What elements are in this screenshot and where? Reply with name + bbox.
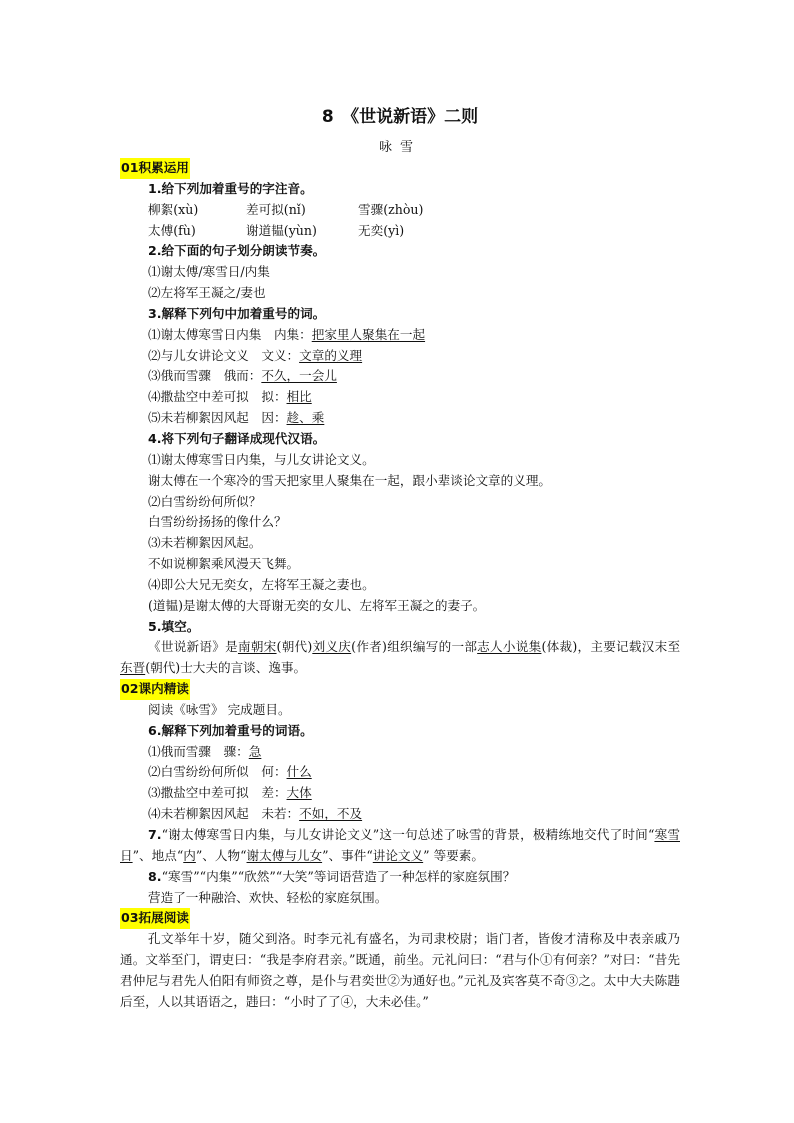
answer-underlined: 不久，一会儿	[261, 368, 337, 384]
answer-underlined: 不如，不及	[299, 806, 363, 822]
q3-item: ⑷撒盐空中差可拟 拟：相比	[148, 389, 312, 405]
q6-item: ⑴俄而雪骤 骤：急	[148, 743, 262, 759]
answer-underlined: 把家里人聚集在一起	[311, 326, 426, 342]
q3-item: ⑵与儿女讲论文义 文义：文章的义理	[148, 347, 363, 363]
question-5: 5.填空。	[148, 618, 200, 634]
page-subtitle: 咏雪	[378, 140, 421, 155]
question-2: 2.给下面的句子划分朗读节奏。	[148, 243, 326, 259]
pinyin-item: 谢道韫(yùn)	[246, 222, 317, 238]
answer-underlined: 东晋	[120, 660, 146, 676]
answer-underlined: 急	[248, 743, 262, 759]
answer-underlined: 志人小说集	[477, 639, 542, 655]
question-8: 8.“寒雪”“内集”“欣然”“大笑”等词语营造了一种怎样的家庭氛围？	[148, 868, 516, 884]
section-header-02: 02课内精读	[120, 679, 190, 700]
q5-paragraph: 《世说新语》是南朝宋(朝代)刘义庆(作者)组织编写的一部志人小说集(体裁)，主要记载汉末至东晋(朝代)士大夫的言谈、逸事。	[120, 639, 681, 676]
question-4: 4.将下列句子翻译成现代汉语。	[148, 430, 326, 446]
answer-underlined: 刘义庆	[312, 639, 352, 655]
pinyin-item: 无奕(yì)	[358, 222, 405, 238]
q4-line: (道韫)是谢太傅的大哥谢无奕的女儿、左将军王凝之的妻子。	[148, 597, 486, 613]
pinyin-item: 差可拟(nǐ)	[246, 201, 306, 217]
q4-line: 谢太傅在一个寒冷的雪天把家里人聚集在一起，跟小辈谈论文章的义理。	[148, 472, 551, 488]
q6-item: ⑶撒盐空中差可拟 差：大体	[148, 785, 312, 801]
pinyin-row-1	[120, 200, 680, 221]
q4-line: ⑴谢太傅寒雪日内集，与儿女讲论文义。	[148, 451, 375, 467]
question-6: 6.解释下列加着重号的词语。	[148, 722, 313, 738]
page-title: 8 《世说新语》二则	[321, 107, 479, 127]
question-3: 3.解释下列句中加着重号的词。	[148, 305, 326, 321]
pinyin-item: 雪骤(zhòu)	[358, 201, 424, 217]
answer-underlined: 讲论文义	[372, 847, 424, 863]
answer-underlined: 南朝宋	[237, 639, 277, 655]
extended-reading-passage: 孔文举年十岁，随父到洛。时李元礼有盛名，为司隶校尉；诣门者，皆俊才清称及中表亲戚乃通。文举至门，谓吏曰：“我是李府君亲。”既通，前坐。元礼问曰：“君与仆①有何亲？”对曰：“昔先君仲尼与君先人伯阳有师资之尊，是仆与君奕世②为通好也。”元礼及宾客莫不奇③之。太中大夫陈韪后至，人以其语语之，韪曰：“小时了了④，大未必佳。”	[120, 931, 680, 1009]
q4-line: 白雪纷纷扬扬的像什么？	[148, 514, 287, 530]
q2-answer-b: ⑵左将军王凝之/妻也	[148, 285, 266, 301]
q6-item: ⑷未若柳絮因风起 未若：不如，不及	[148, 806, 363, 822]
section-header-01: 01积累运用	[120, 158, 190, 179]
question-7: 7.“谢太傅寒雪日内集，与儿女讲论文义”这一句总述了咏雪的背景，极精练地交代了时间“寒雪日”、地点“内”、人物“谢太傅与儿女”、事件“讲论文义” 等要素。	[120, 827, 680, 863]
answer-underlined: 大体	[286, 785, 312, 801]
document-page	[120, 104, 680, 1013]
q4-line: ⑶未若柳絮因风起。	[148, 535, 262, 551]
q3-item: ⑸未若柳絮因风起 因：趁、乘	[148, 410, 325, 426]
q2-answer-a: ⑴谢太傅/寒雪日/内集	[148, 264, 270, 280]
answer-underlined: 谢太傅与儿女	[246, 847, 323, 863]
q3-item: ⑶俄而雪骤 俄而：不久，一会儿	[148, 368, 337, 384]
pinyin-row-2	[120, 221, 680, 242]
pinyin-item: 柳絮(xù)	[148, 201, 199, 217]
section-header-03: 03拓展阅读	[120, 908, 190, 929]
q3-item: ⑴谢太傅寒雪日内集 内集：把家里人聚集在一起	[148, 326, 426, 342]
answer-underlined: 文章的义理	[299, 347, 363, 363]
answer-underlined: 趁、乘	[286, 410, 325, 426]
q4-line: ⑷即公大兄无奕女，左将军王凝之妻也。	[148, 576, 375, 592]
q4-line: 不如说柳絮乘风漫天飞舞。	[148, 556, 300, 572]
q8-answer: 营造了一种融洽、欢快、轻松的家庭氛围。	[148, 889, 388, 905]
answer-underlined: 内	[183, 847, 196, 863]
answer-underlined: 相比	[286, 389, 312, 405]
answer-underlined: 寒雪日	[120, 827, 680, 863]
q6-item: ⑵白雪纷纷何所似 何：什么	[148, 764, 312, 780]
pinyin-item: 太傅(fù)	[148, 222, 196, 238]
answer-underlined: 什么	[286, 764, 312, 780]
q4-line: ⑵白雪纷纷何所似？	[148, 493, 262, 509]
question-1: 1.给下列加着重号的字注音。	[148, 180, 313, 196]
reading-intro: 阅读《咏雪》 完成题目。	[148, 701, 291, 717]
